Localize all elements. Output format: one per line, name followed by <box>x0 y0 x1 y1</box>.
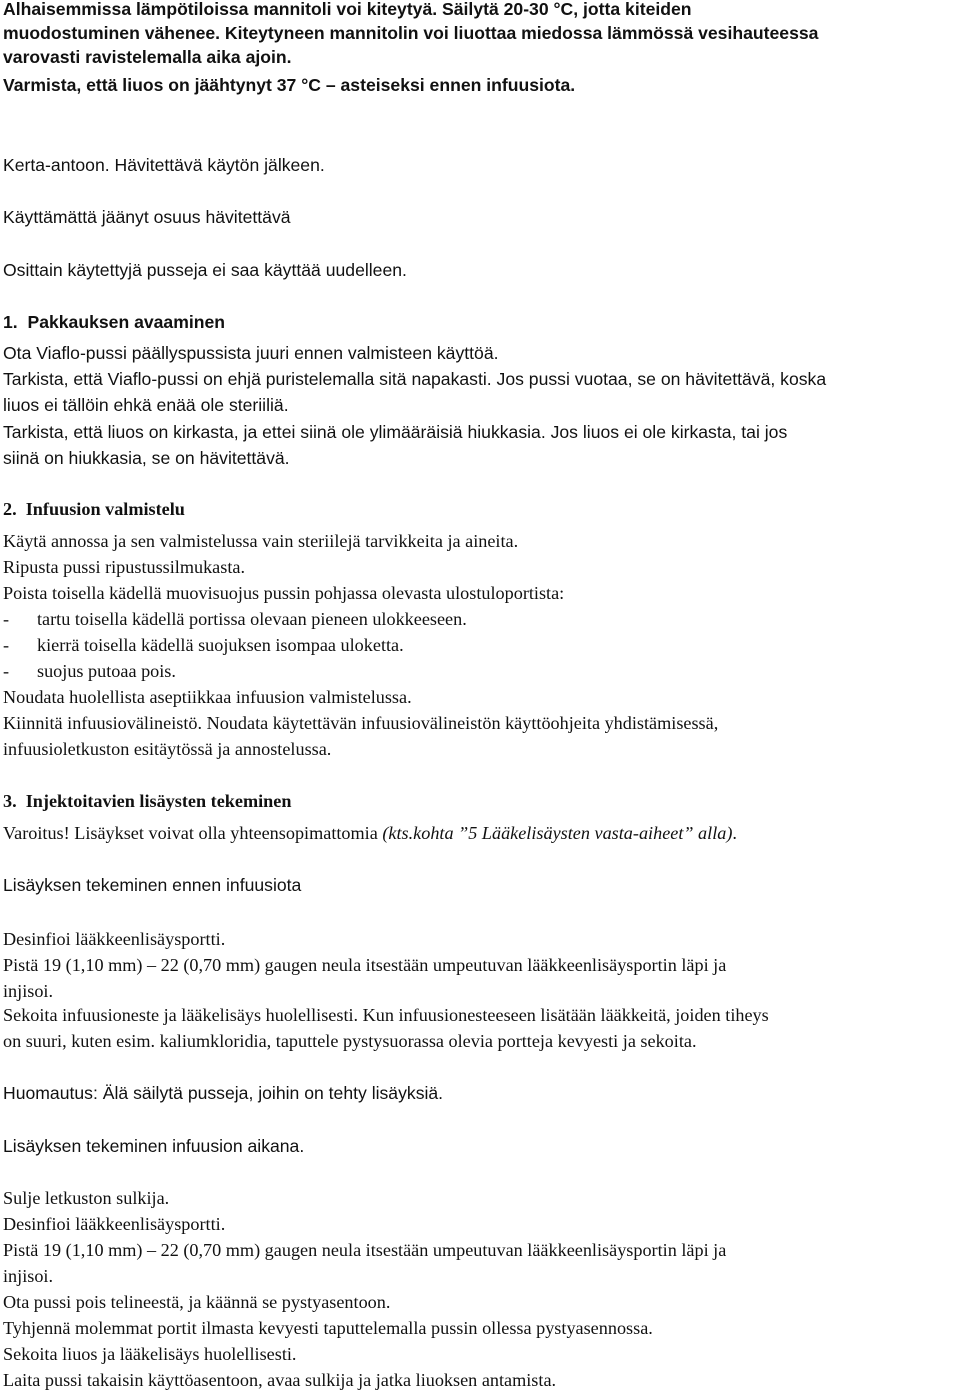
section-2-heading <box>3 498 185 520</box>
unused-note: Käyttämättä jäänyt osuus hävitettävä <box>3 207 291 227</box>
s3-before-p2a: Pistä 19 (1,10 mm) – 22 (0,70 mm) gaugen neula itsestään umpeutuvan lääkkeenlisäysportin läpi ja <box>3 955 727 975</box>
s3-during-title: Lisäyksen tekeminen infuusion aikana. <box>3 1136 305 1156</box>
s3-during-p3a: Pistä 19 (1,10 mm) – 22 (0,70 mm) gaugen neula itsestään umpeutuvan lääkkeenlisäysportin läpi ja <box>3 1240 727 1260</box>
section-1-number: 1. <box>3 312 18 332</box>
s2-bullet-3-text: suojus putoaa pois. <box>37 661 176 681</box>
s3-during-p3b: injisoi. <box>3 1266 54 1286</box>
s1-paragraph-3b: siinä on hiukkasia, se on hävitettävä. <box>3 448 290 468</box>
s2-paragraph-4: Noudata huolellista aseptiikkaa infuusion valmistelussa. <box>3 687 412 707</box>
s1-paragraph-1: Ota Viaflo-pussi päällyspussista juuri ennen valmisteen käyttöä. <box>3 343 499 363</box>
section-1-title: Pakkauksen avaaminen <box>27 312 226 332</box>
s3-during-p6: Sekoita liuos ja lääkelisäys huolellisesti. <box>3 1344 297 1364</box>
bullet-dash: - <box>3 661 10 681</box>
section-3-number: 3. <box>3 791 17 811</box>
section-1-heading <box>3 311 225 333</box>
s3-before-p2b: injisoi. <box>3 981 54 1001</box>
s3-during-p5: Tyhjennä molemmat portit ilmasta kevyesti taputtelemalla pussin ollessa pystyasennossa. <box>3 1318 653 1338</box>
intro-line-3: varovasti ravistelemalla aika ajoin. <box>3 47 292 67</box>
s2-paragraph-5b: infuusioletkuston esitäytössä ja annostelussa. <box>3 739 332 759</box>
s3-warning-reference: (kts.kohta ”5 Lääkelisäysten vasta-aiheet” alla) <box>382 823 733 843</box>
s3-note: Huomautus: Älä säilytä pusseja, joihin on tehty lisäyksiä. <box>3 1083 444 1103</box>
section-3-heading <box>3 790 291 812</box>
s2-paragraph-3: Poista toisella kädellä muovisuojus pussin pohjassa olevasta ulostuloportista: <box>3 583 565 603</box>
section-2-title: Infuusion valmistelu <box>25 499 185 519</box>
section-3-title: Injektoitavien lisäysten tekeminen <box>25 791 292 811</box>
s2-paragraph-1: Käytä annossa ja sen valmistelussa vain steriilejä tarvikkeita ja aineita. <box>3 531 519 551</box>
section-2-number: 2. <box>3 499 17 519</box>
s3-during-p7: Laita pussi takaisin käyttöasentoon, avaa sulkija ja jatka liuoksen antamista. <box>3 1370 557 1390</box>
s2-bullet-1-text: tartu toisella kädellä portissa olevaan pieneen ulokkeeseen. <box>37 609 467 629</box>
s2-bullet-2-text: kierrä toisella kädellä suojuksen isompaa uloketta. <box>37 635 404 655</box>
s3-during-p2: Desinfioi lääkkeenlisäysportti. <box>3 1214 226 1234</box>
intro-line-1: Alhaisemmissa lämpötiloissa mannitoli voi kiteytyä. Säilytä 20-30 °C, jotta kiteiden <box>3 0 692 19</box>
s2-bullet-1 <box>3 608 467 630</box>
s3-before-p1: Desinfioi lääkkeenlisäysportti. <box>3 929 226 949</box>
bullet-dash: - <box>3 635 10 655</box>
s3-during-p1: Sulje letkuston sulkija. <box>3 1188 170 1208</box>
s3-before-p3a: Sekoita infuusioneste ja lääkelisäys huolellisesti. Kun infuusionesteeseen lisätään lääkkeitä, joiden tiheys <box>3 1005 769 1025</box>
s3-warning <box>3 822 737 844</box>
s1-paragraph-2a: Tarkista, että Viaflo-pussi on ehjä puristelemalla sitä napakasti. Jos pussi vuotaa, se on hävitettävä, koska <box>3 369 827 389</box>
s3-warning-end: . <box>732 823 737 843</box>
s3-warning-text: Varoitus! Lisäykset voivat olla yhteensopimattomia <box>3 823 383 843</box>
s3-before-p3b: on suuri, kuten esim. kaliumkloridia, taputtele pystysuorassa olevia portteja kevyesti ja sekoita. <box>3 1031 697 1051</box>
s3-during-p4: Ota pussi pois telineestä, ja käännä se pystyasentoon. <box>3 1292 391 1312</box>
bullet-dash: - <box>3 609 10 629</box>
s1-paragraph-2b: liuos ei tällöin ehkä enää ole steriiliä. <box>3 395 289 415</box>
s2-paragraph-2: Ripusta pussi ripustussilmukasta. <box>3 557 246 577</box>
s2-paragraph-5a: Kiinnitä infuusiovälineistö. Noudata käytettävän infuusiovälineistön käyttöohjeita yhdistämisessä, <box>3 713 719 733</box>
s2-bullet-3 <box>3 660 176 682</box>
s2-bullet-2 <box>3 634 404 656</box>
partial-note: Osittain käytettyjä pusseja ei saa käyttää uudelleen. <box>3 260 407 280</box>
s3-before-title: Lisäyksen tekeminen ennen infuusiota <box>3 875 302 895</box>
intro-line-2: muodostuminen vähenee. Kiteytyneen mannitolin voi liuottaa miedossa lämmössä vesihauteessa <box>3 23 819 43</box>
intro-line-4: Varmista, että liuos on jäähtynyt 37 °C – asteiseksi ennen infuusiota. <box>3 75 576 95</box>
single-use-note: Kerta-antoon. Hävitettävä käytön jälkeen. <box>3 155 325 175</box>
s1-paragraph-3a: Tarkista, että liuos on kirkasta, ja ettei siinä ole ylimääräisiä hiukkasia. Jos liuos ei ole kirkasta, tai jos <box>3 422 788 442</box>
